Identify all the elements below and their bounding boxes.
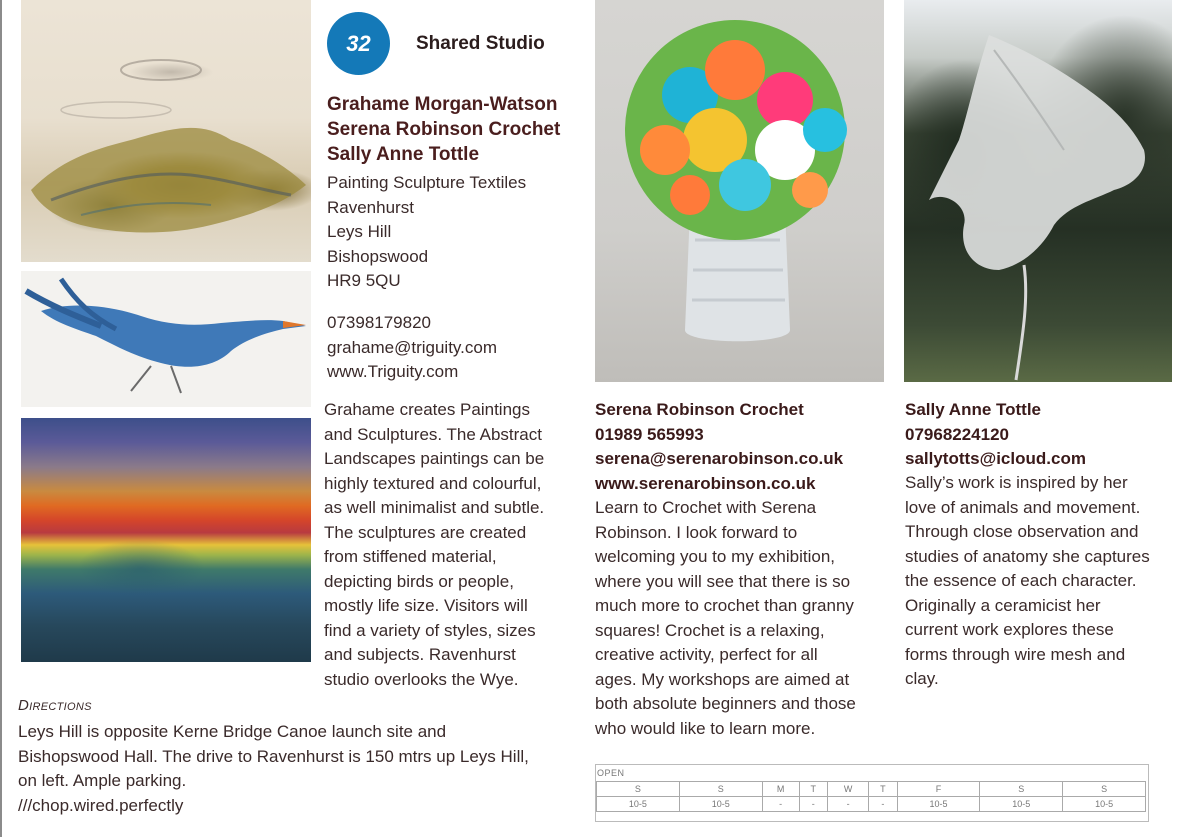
email-link[interactable]: sallytotts@icloud.com — [905, 449, 1086, 468]
sunset-seascape-painting-photo — [21, 418, 311, 662]
contact-block — [327, 311, 497, 385]
website-link[interactable]: www.Triguity.com — [327, 362, 459, 381]
text-line: squares! Crochet is a relaxing, — [595, 620, 825, 640]
text-line: The sculptures are created — [324, 522, 527, 542]
text-line: Grahame creates Paintings — [324, 400, 530, 419]
text-line: Originally a ceramicist her — [905, 595, 1101, 615]
address-block — [327, 171, 526, 294]
artist-names — [327, 92, 560, 167]
day-cell: T — [799, 782, 827, 797]
text-line: studio overlooks the Wye. — [324, 669, 519, 689]
text-line: depicting birds or people, — [324, 571, 514, 591]
text-line: studies of anatomy she captures — [905, 546, 1150, 566]
grahame-description — [324, 398, 589, 692]
text-line: who would like to learn more. — [595, 718, 816, 738]
wire-horse-sculpture-photo — [904, 0, 1172, 382]
artist-name: Grahame Morgan-Watson — [327, 94, 558, 115]
text-line: and subjects. Ravenhurst — [324, 645, 516, 664]
text-line: the essence of each character. — [905, 571, 1137, 590]
address-line: Bishopswood — [327, 246, 429, 266]
blue-heron-sculpture-photo — [21, 271, 311, 407]
text-line: welcoming you to my exhibition, — [595, 547, 836, 566]
artist-name: Sally Anne Tottle — [905, 400, 1042, 419]
email-link[interactable]: grahame@triguity.com — [327, 337, 497, 357]
text-line: on left. Ample parking. — [18, 771, 187, 790]
text-line: much more to crochet than granny — [595, 596, 854, 615]
hours-cell: 10-5 — [897, 797, 980, 812]
text-line: Robinson. I look forward to — [595, 522, 798, 542]
day-cell: F — [897, 782, 980, 797]
website-link[interactable]: www.serenarobinson.co.uk — [595, 473, 816, 493]
text-line: Learn to Crochet with Serena — [595, 498, 817, 517]
address-line: Leys Hill — [327, 222, 392, 241]
day-cell: S — [597, 782, 680, 797]
artist-name: Serena Robinson Crochet — [327, 119, 561, 140]
text-line: Landscapes paintings can be — [324, 449, 545, 468]
text-line: Leys Hill is opposite Kerne Bridge Canoe launch site and — [18, 722, 447, 741]
text-line: highly textured and colourful, — [324, 473, 542, 493]
text-line: current work explores these — [905, 620, 1114, 639]
hours-cell: - — [762, 797, 799, 812]
address-line: HR9 5QU — [327, 271, 401, 290]
text-line: where you will see that there is so — [595, 571, 851, 591]
text-line: from stiffened material, — [324, 547, 497, 566]
hours-row — [597, 797, 1146, 812]
abstract-landscape-painting-photo — [21, 0, 311, 262]
opening-hours-label: OPEN — [597, 768, 625, 778]
email-link[interactable]: serena@serenarobinson.co.uk — [595, 449, 844, 468]
text-line: and Sculptures. The Abstract — [324, 424, 542, 444]
artist-name: Sally Anne Tottle — [327, 144, 480, 165]
text-line: as well minimalist and subtle. — [324, 498, 545, 517]
sally-heading — [905, 398, 1086, 472]
hours-cell: 10-5 — [980, 797, 1063, 812]
address-line: Ravenhurst — [327, 197, 414, 217]
day-cell: M — [762, 782, 799, 797]
studio-title: Shared Studio — [416, 33, 545, 54]
phone-number: 07398179820 — [327, 313, 432, 332]
sally-description — [905, 471, 1185, 692]
artist-name: Serena Robinson Crochet — [595, 400, 804, 419]
text-line: mostly life size. Visitors will — [324, 596, 528, 615]
opening-hours-table — [596, 781, 1146, 812]
hours-cell: - — [827, 797, 868, 812]
directions-text — [18, 720, 578, 818]
text-line: ages. My workshops are aimed at — [595, 669, 850, 689]
page-left-border — [0, 0, 2, 837]
serena-description — [595, 496, 895, 741]
day-cell: S — [980, 782, 1063, 797]
text-line: clay. — [905, 669, 939, 688]
text-line: Through close observation and — [905, 522, 1139, 541]
day-cell: T — [869, 782, 897, 797]
crochet-flower-vase-photo — [595, 0, 884, 382]
hours-cell: 10-5 — [1063, 797, 1146, 812]
directions-title-text: Directions — [18, 697, 92, 714]
hours-cell: - — [799, 797, 827, 812]
text-line: creative activity, perfect for all — [595, 645, 818, 664]
studio-number-badge: 32 — [327, 12, 390, 75]
phone-number: 07968224120 — [905, 424, 1010, 444]
day-cell: S — [679, 782, 762, 797]
hours-cell: - — [869, 797, 897, 812]
text-line: Bishopswood Hall. The drive to Ravenhurst is 150 mtrs up Leys Hill, — [18, 746, 529, 766]
text-line: forms through wire mesh and — [905, 644, 1126, 664]
day-cell: W — [827, 782, 868, 797]
hours-cell: 10-5 — [597, 797, 680, 812]
text-line: love of animals and movement. — [905, 497, 1141, 517]
serena-heading — [595, 398, 843, 496]
text-line: both absolute beginners and those — [595, 694, 856, 713]
day-cell: S — [1063, 782, 1146, 797]
directions-title — [18, 697, 92, 714]
what3words-address[interactable]: ///chop.wired.perfectly — [18, 795, 184, 815]
phone-number: 01989 565993 — [595, 424, 704, 444]
disciplines: Painting Sculpture Textiles — [327, 173, 527, 192]
hours-cell: 10-5 — [679, 797, 762, 812]
text-line: find a variety of styles, sizes — [324, 620, 536, 640]
days-row — [597, 782, 1146, 797]
text-line: Sally’s work is inspired by her — [905, 473, 1128, 492]
